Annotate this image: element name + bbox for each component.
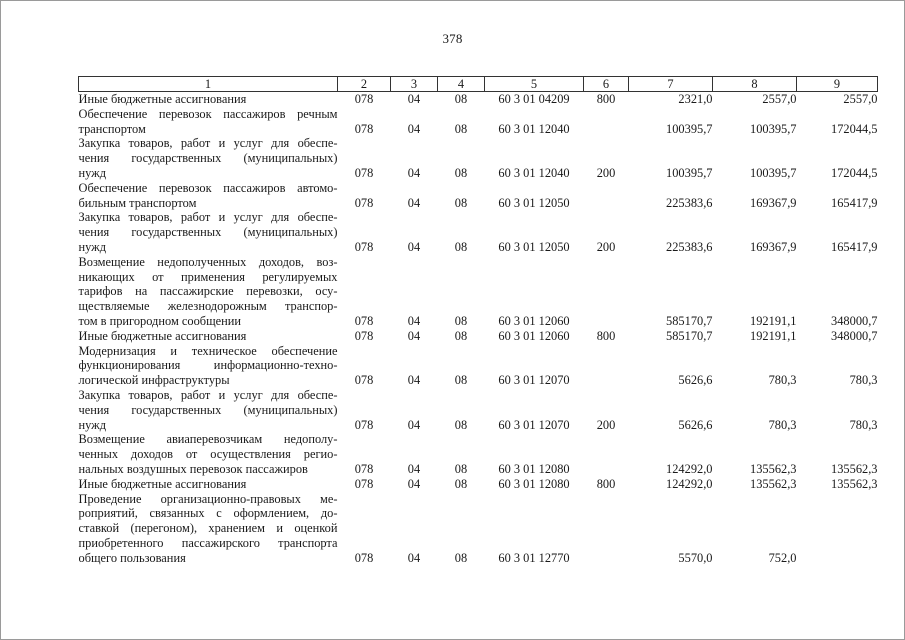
section-code-cell: 04 <box>407 121 421 136</box>
expense-type-cell: 800 <box>596 476 616 491</box>
expense-type-cell <box>584 432 629 476</box>
section-code-cell: 04 <box>407 417 421 432</box>
amount-year-1-cell: 5626,6 <box>678 417 713 432</box>
amount-year-1-cell: 100395,7 <box>666 121 713 136</box>
page-number: 378 <box>442 31 463 46</box>
item-name-cell <box>79 92 338 107</box>
item-name-cell <box>79 329 338 344</box>
subsection-code-cell: 08 <box>454 476 468 491</box>
section-code-cell: 04 <box>407 239 421 254</box>
amount-year-3-cell <box>797 492 878 566</box>
item-name-line: Обеспечение перевозок пассажиров автомо- <box>78 180 338 195</box>
section-code-cell: 04 <box>407 92 421 106</box>
target-article-cell: 60 3 01 12080 <box>498 476 570 491</box>
item-name-cell <box>79 181 338 211</box>
expense-type-cell: 200 <box>596 239 616 254</box>
subsection-code-cell: 08 <box>454 550 468 565</box>
column-header: 9 <box>797 77 878 92</box>
budget-table <box>78 76 878 566</box>
target-article-cell: 60 3 01 12040 <box>498 165 570 180</box>
item-name-line: логической инфраструктуры <box>78 373 230 388</box>
item-name-line: Закупка товаров, работ и услуг для обеспе- <box>78 387 338 402</box>
amount-year-2-cell: 192191,1 <box>750 328 797 343</box>
item-name-cell <box>79 432 338 476</box>
section-code-cell: 04 <box>407 476 421 491</box>
item-name-line: Иные бюджетные ассигнования <box>78 92 247 106</box>
target-article-cell: 60 3 01 12070 <box>498 373 570 388</box>
column-header: 4 <box>438 77 485 92</box>
ministry-code-cell: 078 <box>354 550 374 565</box>
item-name-line: приобретенного пассажирского транспорта <box>78 535 338 550</box>
item-name-line: Возмещение недополученных доходов, воз- <box>78 254 338 269</box>
target-article-cell: 60 3 01 12770 <box>498 550 570 565</box>
target-article-cell: 60 3 01 12050 <box>498 195 570 210</box>
amount-year-2-cell: 169367,9 <box>750 239 797 254</box>
section-code-cell: 04 <box>407 550 421 565</box>
subsection-code-cell: 08 <box>454 239 468 254</box>
table-row <box>79 107 878 137</box>
amount-year-1-cell: 124292,0 <box>666 461 713 476</box>
item-name-cell <box>79 107 338 137</box>
item-name-line: Обеспечение перевозок пассажиров речным <box>78 106 338 121</box>
column-header: 2 <box>338 77 391 92</box>
ministry-code-cell: 078 <box>354 121 374 136</box>
amount-year-2-cell: 135562,3 <box>750 476 797 491</box>
ministry-code-cell: 078 <box>354 373 374 388</box>
amount-year-3-cell: 172044,5 <box>831 121 878 136</box>
item-name-line: Закупка товаров, работ и услуг для обеспе- <box>78 136 338 151</box>
item-name-line: нужд <box>78 165 107 180</box>
table-body <box>79 92 878 566</box>
expense-type-cell <box>584 181 629 211</box>
amount-year-3-cell: 135562,3 <box>831 476 878 491</box>
item-name-cell <box>79 388 338 432</box>
amount-year-1-cell: 100395,7 <box>666 165 713 180</box>
amount-year-2-cell: 100395,7 <box>750 165 797 180</box>
ministry-code-cell: 078 <box>354 165 374 180</box>
subsection-code-cell: 08 <box>454 121 468 136</box>
section-code-cell: 04 <box>407 461 421 476</box>
item-name-line: ставкой (перегоном), хранением и оценкой <box>78 521 338 536</box>
item-name-cell <box>79 492 338 566</box>
item-name-line: ществляемые железнодорожным транспор- <box>78 299 338 314</box>
ministry-code-cell: 078 <box>354 461 374 476</box>
table-row <box>79 344 878 388</box>
item-name-line: Закупка товаров, работ и услуг для обеспе- <box>78 210 338 225</box>
item-name-line: Модернизация и техническое обеспечение <box>78 343 338 358</box>
amount-year-2-cell: 752,0 <box>768 550 797 565</box>
table-header-row <box>79 77 878 92</box>
table-row <box>79 181 878 211</box>
subsection-code-cell: 08 <box>454 195 468 210</box>
subsection-code-cell: 08 <box>454 92 468 106</box>
table-row <box>79 432 878 476</box>
expense-type-cell <box>584 255 629 329</box>
item-name-line: чения государственных (муниципальных) <box>78 402 338 417</box>
amount-year-3-cell: 165417,9 <box>831 239 878 254</box>
amount-year-2-cell: 780,3 <box>768 373 797 388</box>
amount-year-1-cell: 5570,0 <box>678 550 713 565</box>
section-code-cell: 04 <box>407 313 421 328</box>
amount-year-3-cell: 348000,7 <box>831 328 878 343</box>
amount-year-1-cell: 2321,0 <box>678 92 713 106</box>
amount-year-2-cell: 169367,9 <box>750 195 797 210</box>
table-row <box>79 329 878 344</box>
column-header: 7 <box>629 77 713 92</box>
item-name-line: Иные бюджетные ассигнования <box>78 328 247 343</box>
item-name-cell <box>79 344 338 388</box>
amount-year-1-cell: 585170,7 <box>666 313 713 328</box>
amount-year-1-cell: 225383,6 <box>666 239 713 254</box>
subsection-code-cell: 08 <box>454 461 468 476</box>
item-name-line: Проведение организационно-правовых ме- <box>78 491 338 506</box>
item-name-line: тарифов на пассажирские перевозки, осу- <box>78 284 338 299</box>
item-name-line: Возмещение авиаперевозчикам недополу- <box>78 432 338 447</box>
expense-type-cell: 200 <box>596 165 616 180</box>
target-article-cell: 60 3 01 12050 <box>498 239 570 254</box>
target-article-cell: 60 3 01 04209 <box>498 92 570 106</box>
expense-type-cell <box>584 107 629 137</box>
item-name-line: нужд <box>78 239 107 254</box>
column-header: 3 <box>391 77 438 92</box>
ministry-code-cell: 078 <box>354 417 374 432</box>
amount-year-1-cell: 124292,0 <box>666 476 713 491</box>
target-article-cell: 60 3 01 12070 <box>498 417 570 432</box>
expense-type-cell: 800 <box>596 92 616 106</box>
item-name-line: бильным транспортом <box>78 195 197 210</box>
amount-year-3-cell: 348000,7 <box>831 313 878 328</box>
item-name-line: роприятий, связанных с оформлением, до- <box>78 506 338 521</box>
table-row <box>79 477 878 492</box>
item-name-line: общего пользования <box>78 550 186 565</box>
column-header: 8 <box>713 77 797 92</box>
subsection-code-cell: 08 <box>454 417 468 432</box>
section-code-cell: 04 <box>407 165 421 180</box>
item-name-line: чения государственных (муниципальных) <box>78 151 338 166</box>
subsection-code-cell: 08 <box>454 373 468 388</box>
item-name-line: ченных доходов от осуществления регио- <box>78 447 338 462</box>
table-row <box>79 492 878 566</box>
item-name-cell <box>79 136 338 180</box>
amount-year-2-cell: 192191,1 <box>750 313 797 328</box>
target-article-cell: 60 3 01 12060 <box>498 328 570 343</box>
subsection-code-cell: 08 <box>454 328 468 343</box>
amount-year-3-cell: 172044,5 <box>831 165 878 180</box>
ministry-code-cell: 078 <box>354 313 374 328</box>
expense-type-cell <box>584 492 629 566</box>
item-name-cell <box>79 210 338 254</box>
ministry-code-cell: 078 <box>354 476 374 491</box>
amount-year-3-cell: 780,3 <box>849 373 878 388</box>
amount-year-3-cell: 2557,0 <box>843 92 878 106</box>
ministry-code-cell: 078 <box>354 195 374 210</box>
column-header: 5 <box>485 77 584 92</box>
target-article-cell: 60 3 01 12040 <box>498 121 570 136</box>
item-name-line: нальных воздушных перевозок пассажиров <box>78 461 308 476</box>
table-row <box>79 388 878 432</box>
amount-year-3-cell: 780,3 <box>849 417 878 432</box>
column-header: 1 <box>79 77 338 92</box>
amount-year-2-cell: 2557,0 <box>762 92 797 106</box>
table-row <box>79 136 878 180</box>
amount-year-2-cell: 135562,3 <box>750 461 797 476</box>
amount-year-3-cell: 165417,9 <box>831 195 878 210</box>
item-name-line: том в пригородном сообщении <box>78 313 242 328</box>
column-header: 6 <box>584 77 629 92</box>
table-row <box>79 92 878 107</box>
amount-year-1-cell: 585170,7 <box>666 328 713 343</box>
item-name-cell <box>79 255 338 329</box>
expense-type-cell: 200 <box>596 417 616 432</box>
table-row <box>79 210 878 254</box>
item-name-line: функционирования информационно-техно- <box>78 358 338 373</box>
target-article-cell: 60 3 01 12060 <box>498 313 570 328</box>
item-name-cell <box>79 477 338 492</box>
section-code-cell: 04 <box>407 195 421 210</box>
item-name-line: Иные бюджетные ассигнования <box>78 476 247 491</box>
table-row <box>79 255 878 329</box>
amount-year-1-cell: 5626,6 <box>678 373 713 388</box>
item-name-line: чения государственных (муниципальных) <box>78 225 338 240</box>
section-code-cell: 04 <box>407 328 421 343</box>
ministry-code-cell: 078 <box>354 328 374 343</box>
ministry-code-cell: 078 <box>354 92 374 106</box>
item-name-line: транспортом <box>78 121 146 136</box>
amount-year-2-cell: 100395,7 <box>750 121 797 136</box>
item-name-line: нужд <box>78 417 107 432</box>
amount-year-1-cell: 225383,6 <box>666 195 713 210</box>
subsection-code-cell: 08 <box>454 313 468 328</box>
expense-type-cell <box>584 344 629 388</box>
section-code-cell: 04 <box>407 373 421 388</box>
ministry-code-cell: 078 <box>354 239 374 254</box>
target-article-cell: 60 3 01 12080 <box>498 461 570 476</box>
subsection-code-cell: 08 <box>454 165 468 180</box>
amount-year-3-cell: 135562,3 <box>831 461 878 476</box>
item-name-line: никающих от применения регулируемых <box>78 269 338 284</box>
expense-type-cell: 800 <box>596 328 616 343</box>
amount-year-2-cell: 780,3 <box>768 417 797 432</box>
